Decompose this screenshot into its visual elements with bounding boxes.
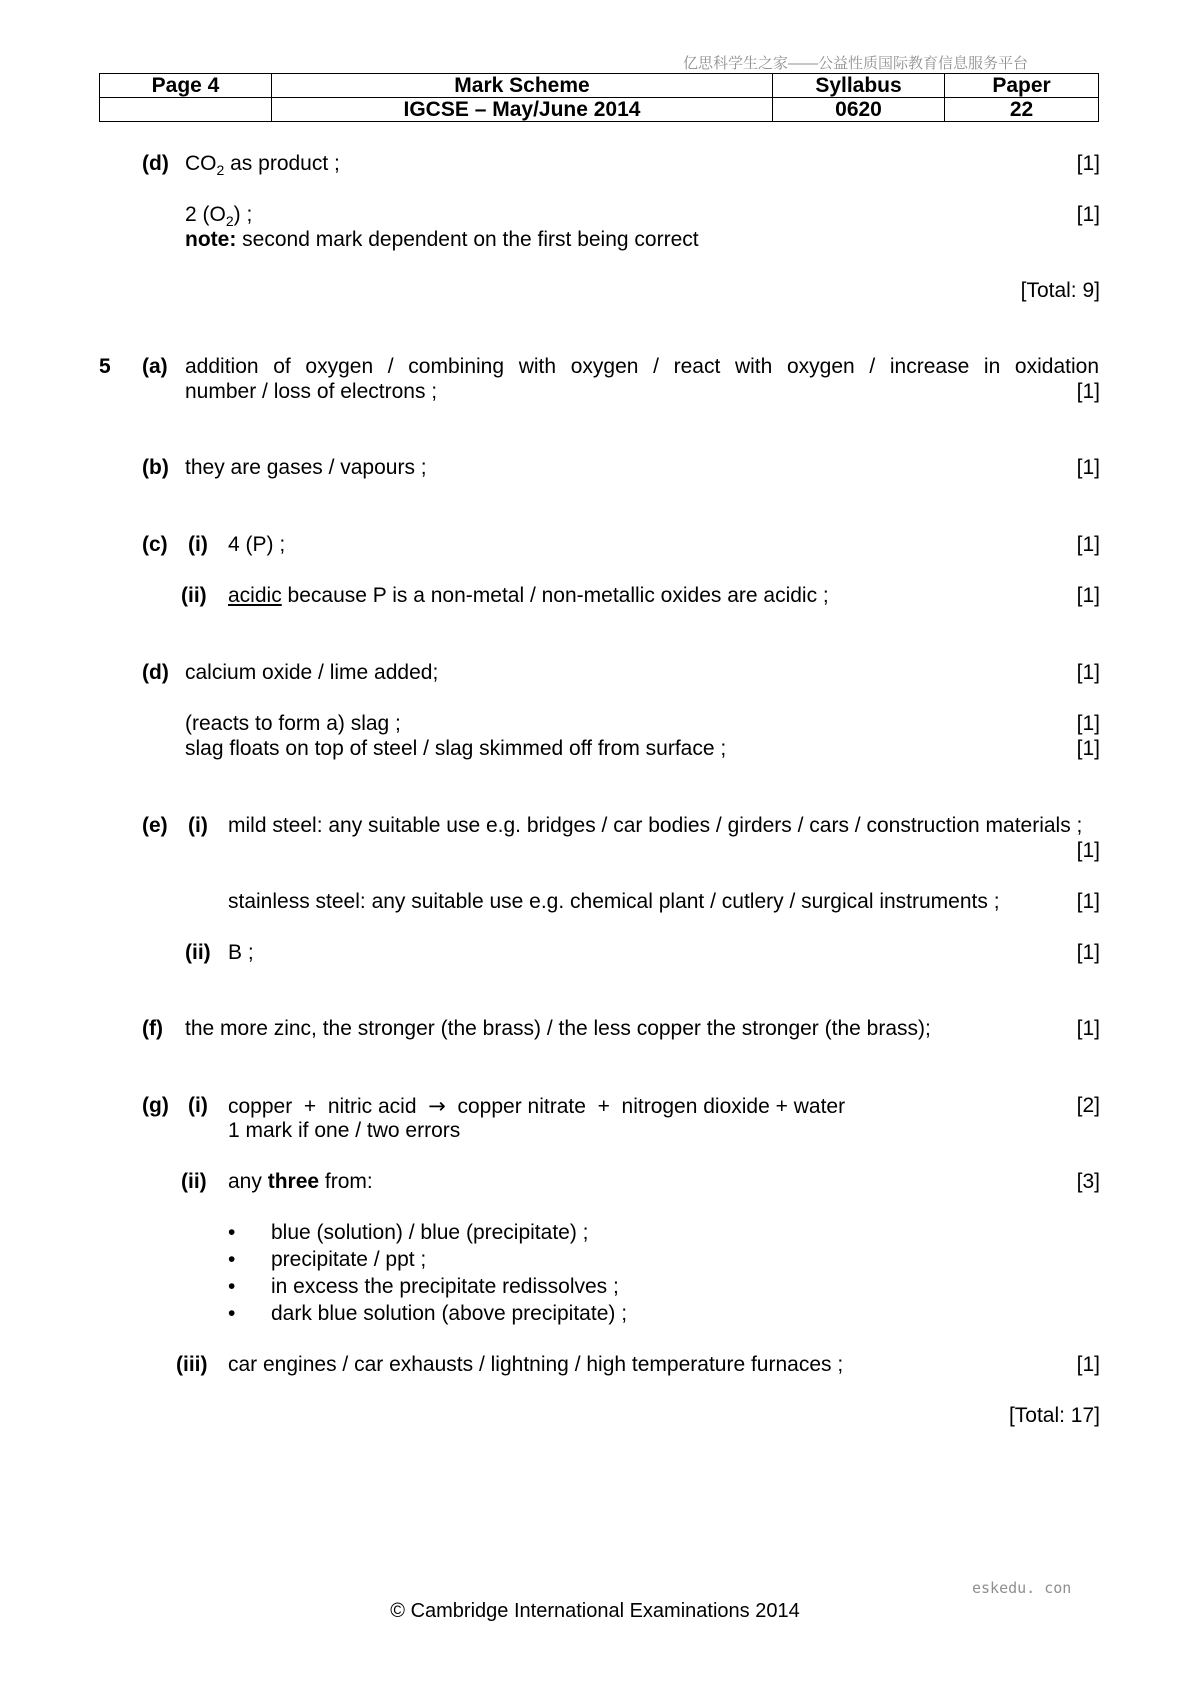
bullet-icon: • [228, 1221, 236, 1244]
q5c-i-label: (i) [188, 533, 208, 556]
header-paper-label: Paper [945, 74, 1099, 98]
q5g-i-mark: [2] [1076, 1094, 1100, 1117]
q5b-label: (b) [142, 456, 169, 479]
q5d-line2: (reacts to form a) slag ; [185, 712, 401, 735]
q5e-i-text1: mild steel: any suitable use e.g. bridges / car bodies / girders / cars / construction materials ; [228, 814, 1083, 837]
copyright: © Cambridge International Examinations 2014 [390, 1600, 800, 1622]
q5g-ii-text: any three from: [228, 1170, 373, 1193]
q4d-label: (d) [142, 152, 169, 175]
q5f-text: the more zinc, the stronger (the brass) / the less copper the stronger (the brass); [185, 1017, 931, 1040]
q5e-i-text2: stainless steel: any suitable use e.g. chemical plant / cutlery / surgical instruments ; [228, 890, 1000, 913]
header-exam: IGCSE – May/June 2014 [272, 98, 773, 122]
q5d-mark2: [1] [1076, 712, 1100, 735]
q5e-ii-text: B ; [228, 941, 254, 964]
q5-total: [Total: 17] [1008, 1404, 1100, 1427]
header-page: Page 4 [100, 74, 272, 98]
q5e-i-mark2: [1] [1076, 890, 1100, 913]
q5c-ii-label: (ii) [181, 584, 207, 607]
header-paper: 22 [945, 98, 1099, 122]
header-syllabus-label: Syllabus [773, 74, 945, 98]
bullet-icon: • [228, 1248, 236, 1271]
q5b-mark: [1] [1076, 456, 1100, 479]
q5d-mark3: [1] [1076, 737, 1100, 760]
q5e-i-mark1: [1] [1076, 839, 1100, 862]
q5g-iii-text: car engines / car exhausts / lightning / high temperature furnaces ; [228, 1353, 844, 1376]
q5a-line2: number / loss of electrons ; [185, 380, 438, 403]
q5a-label: (a) [142, 355, 168, 378]
q5c-label: (c) [142, 533, 168, 556]
q5g-iii-mark: [1] [1076, 1353, 1100, 1376]
q5f-label: (f) [142, 1017, 163, 1040]
header-table [99, 73, 1099, 122]
q5g-i-equation: copper + nitric acid → copper nitrate + nitrogen dioxide + water [228, 1094, 846, 1118]
q5d-line1: calcium oxide / lime added; [185, 661, 439, 684]
q5d-mark1: [1] [1076, 661, 1100, 684]
q5g-ii-label: (ii) [181, 1170, 207, 1193]
q4d-line2: 2 $(O_2)$ ; [185, 203, 253, 230]
list-item: dark blue solution (above precipitate) ; [271, 1302, 628, 1325]
q5g-label: (g) [142, 1094, 169, 1117]
q4d-mark1: [1] [1076, 152, 1100, 175]
q5e-i-label: (i) [188, 814, 208, 837]
q4d-mark2: [1] [1076, 203, 1100, 226]
list-item: in excess the precipitate redissolves ; [271, 1275, 619, 1298]
site-watermark: eskedu. con [972, 1579, 1072, 1597]
list-item: blue (solution) / blue (precipitate) ; [271, 1221, 589, 1244]
q4d-line1: $CO_2$ as product ; [185, 152, 340, 179]
q5c-i-mark: [1] [1076, 533, 1100, 556]
q5c-i-text: 4 (P) ; [228, 533, 286, 556]
list-item: precipitate / ppt ; [271, 1248, 427, 1271]
q5a-mark: [1] [1076, 380, 1100, 403]
q5g-i-note: 1 mark if one / two errors [228, 1119, 461, 1142]
q5d-label: (d) [142, 661, 169, 684]
reaction-arrow-icon: → [428, 1094, 446, 1118]
q5d-line3: slag floats on top of steel / slag skimmed off from surface ; [185, 737, 727, 760]
q5c-ii-mark: [1] [1076, 584, 1100, 607]
bullet-icon: • [228, 1302, 236, 1325]
q5g-i-label: (i) [188, 1094, 208, 1117]
q5b-text: they are gases / vapours ; [185, 456, 427, 479]
header-empty-cell [100, 98, 272, 122]
q4-total: [Total: 9] [1020, 279, 1100, 302]
q5e-label: (e) [142, 814, 168, 837]
q5c-ii-text: acidic because P is a non-metal / non-metallic oxides are acidic ; [228, 584, 829, 607]
q5g-ii-mark: [3] [1076, 1170, 1100, 1193]
q4d-note: note: second mark dependent on the first being correct [185, 228, 699, 251]
header-title: Mark Scheme [272, 74, 773, 98]
q5a-line1: addition of oxygen / combining with oxygen / react with oxygen / increase in oxidation [185, 355, 1099, 378]
header-syllabus: 0620 [773, 98, 945, 122]
bullet-icon: • [228, 1275, 236, 1298]
q5g-iii-label: (iii) [176, 1353, 208, 1376]
q5e-ii-label: (ii) [185, 941, 211, 964]
q5f-mark: [1] [1076, 1017, 1100, 1040]
q5-number: 5 [99, 355, 111, 378]
q5e-ii-mark: [1] [1076, 941, 1100, 964]
watermark: 亿思科学生之家——公益性质国际教育信息服务平台 [683, 55, 1029, 72]
